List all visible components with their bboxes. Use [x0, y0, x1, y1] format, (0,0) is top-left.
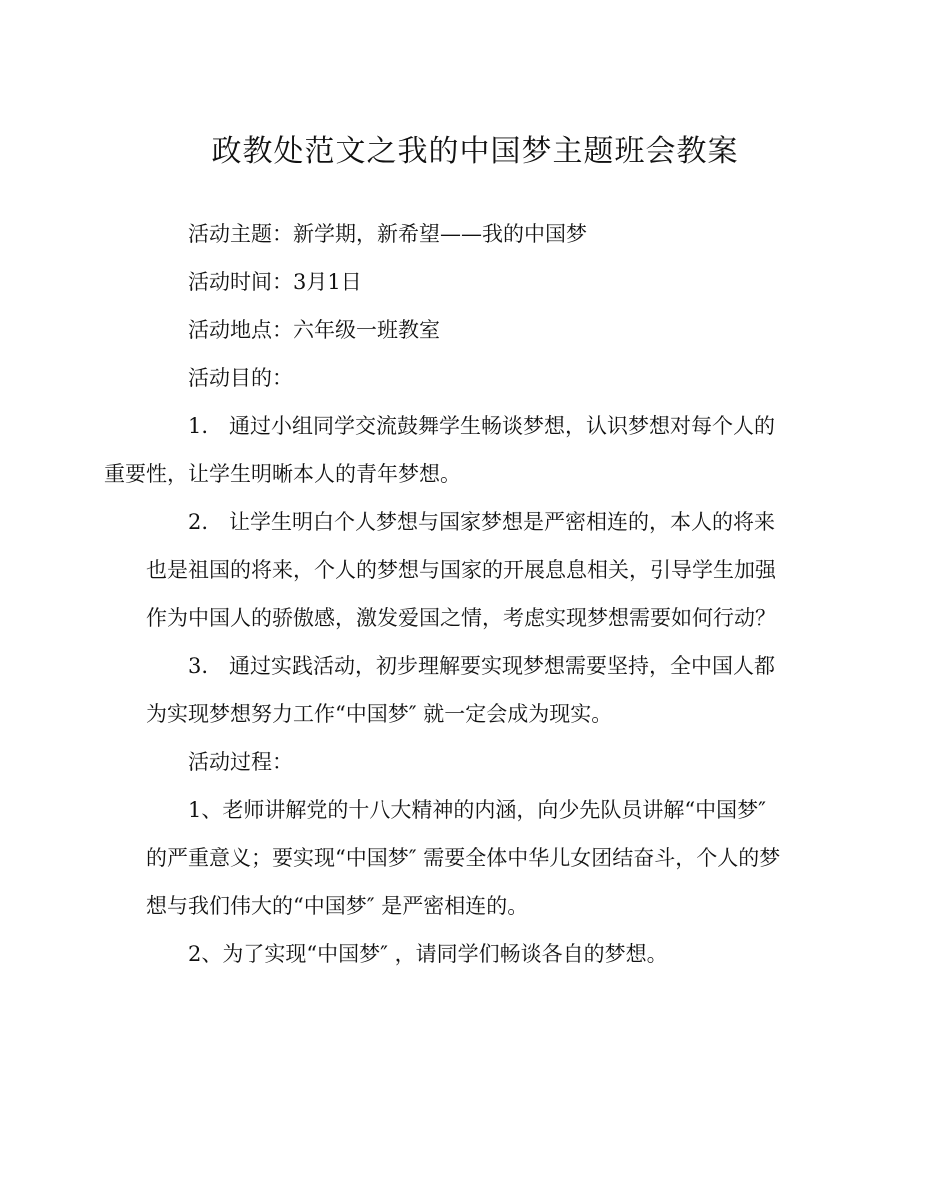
activity-place: 活动地点：六年级一班教室	[188, 318, 440, 342]
process-item-1-line-1: 1、老师讲解党的十八大精神的内涵，向少先队员讲解“中国梦″	[188, 798, 766, 822]
process-item-1-line-3: 想与我们伟大的“中国梦″ 是严密相连的。	[146, 894, 529, 918]
purpose-item-2	[146, 498, 806, 642]
purpose-item-1-line-1: 1. 通过小组同学交流鼓舞学生畅谈梦想，认识梦想对每个人的	[188, 414, 776, 438]
document-title: 政教处范文之我的中国梦主题班会教案	[211, 134, 739, 169]
purpose-item-1-line-2: 重要性，让学生明晰本人的青年梦想。	[104, 462, 461, 486]
purpose-item-2-line-3: 作为中国人的骄傲感，激发爱国之情，考虑实现梦想需要如何行动？	[146, 606, 776, 630]
purpose-item-3-line-1: 3. 通过实践活动，初步理解要实现梦想需要坚持，全中国人都	[188, 654, 776, 678]
process-heading: 活动过程：	[188, 750, 293, 774]
activity-time: 活动时间：3月1日	[188, 270, 362, 294]
process-item-1	[146, 786, 806, 930]
purpose-item-1	[104, 402, 806, 498]
purpose-heading: 活动目的：	[188, 366, 293, 390]
purpose-item-2-line-2: 也是祖国的将来，个人的梦想与国家的开展息息相关，引导学生加强	[146, 558, 776, 582]
purpose-item-2-line-1: 2. 让学生明白个人梦想与国家梦想是严密相连的，本人的将来	[188, 510, 776, 534]
activity-theme: 活动主题：新学期，新希望——我的中国梦	[188, 222, 587, 246]
process-item-1-line-2: 的严重意义；要实现“中国梦″ 需要全体中华儿女团结奋斗，个人的梦	[146, 846, 781, 870]
purpose-item-3-line-2: 为实现梦想努力工作“中国梦″ 就一定会成为现实。	[146, 702, 613, 726]
purpose-item-3	[146, 642, 806, 738]
process-item-2: 2、为了实现“中国梦″ ，请同学们畅谈各自的梦想。	[188, 942, 668, 966]
document-body	[104, 210, 806, 978]
